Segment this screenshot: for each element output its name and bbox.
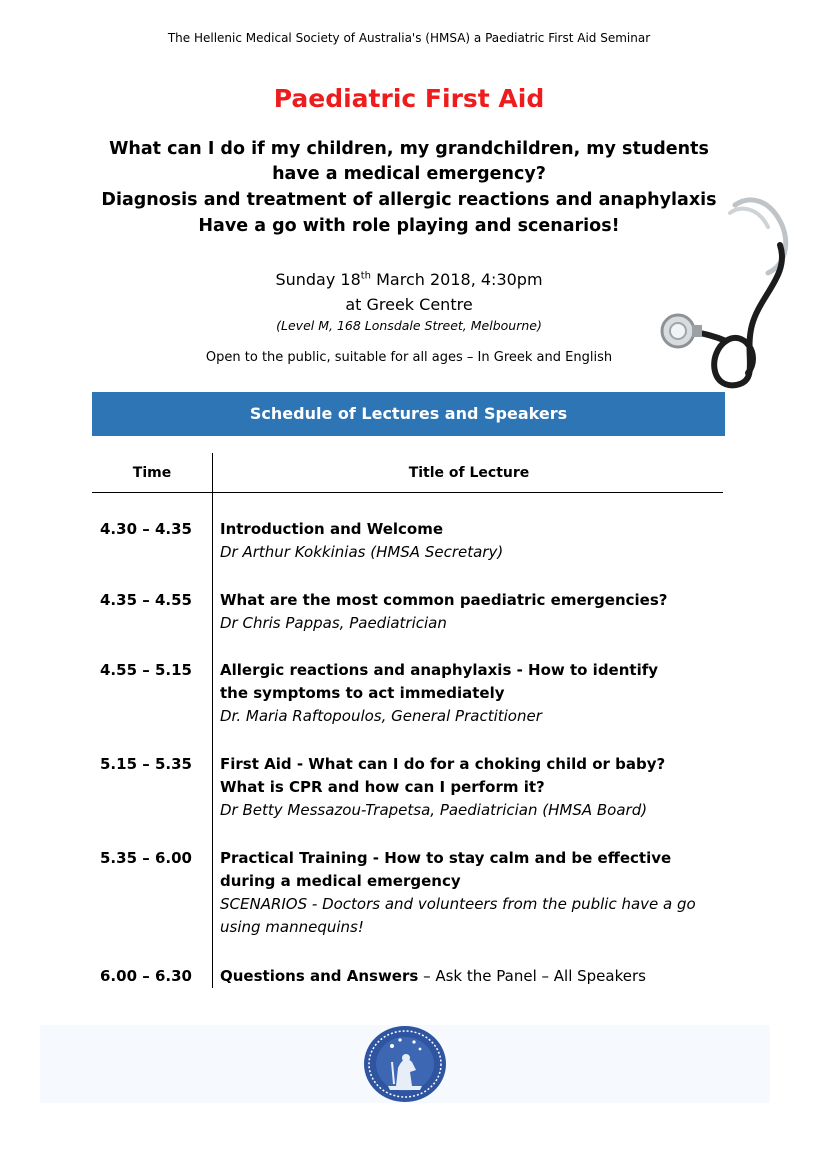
subheading-3: Have a go with role playing and scenarios! [198, 216, 620, 236]
top-line: The Hellenic Medical Society of Australia's (HMSA) a Paediatric First Aid Seminar [167, 31, 651, 45]
event-address: (Level M, 168 Lonsdale Street, Melbourne) [276, 318, 542, 333]
schedule-banner: Schedule of Lectures and Speakers [92, 392, 725, 436]
lecture-title: Introduction and Welcome [220, 520, 444, 538]
lecture-speaker: SCENARIOS - Doctors and volunteers from the public have a go using mannequins! [220, 895, 696, 936]
lecture-speaker: Dr Chris Pappas, Paediatrician [220, 614, 447, 632]
lecture-speaker: Dr Arthur Kokkinias (HMSA Secretary) [220, 543, 504, 561]
lecture-speaker: Dr. Maria Raftopoulos, General Practitioner [220, 707, 542, 725]
lecture-title: What are the most common paediatric emergencies? [220, 591, 668, 609]
stethoscope-image [640, 185, 810, 395]
hmsa-seal-logo [362, 1024, 448, 1104]
lecture-line [220, 965, 740, 988]
header-divider [92, 492, 723, 493]
row-time: 5.15 – 5.35 [100, 755, 192, 773]
row-time: 4.55 – 5.15 [100, 661, 192, 679]
row-time: 6.00 – 6.30 [100, 967, 192, 985]
row-time: 4.30 – 4.35 [100, 520, 192, 538]
lecture-title-line-2: What is CPR and how can I perform it? [220, 778, 545, 796]
event-audience: Open to the public, suitable for all ages – In Greek and English [205, 350, 613, 365]
event-date: Sunday 18th March 2018, 4:30pm [275, 270, 543, 289]
column-header-time: Time [132, 465, 172, 481]
lecture-title: First Aid - What can I do for a choking child or baby? [220, 755, 666, 773]
lecture-title: Practical Training - How to stay calm and be effective during a medical emergency [220, 849, 672, 890]
column-divider [212, 453, 213, 988]
row-time: 5.35 – 6.00 [100, 849, 192, 867]
subheading-1: What can I do if my children, my grandchildren, my students have a medical emergency? [109, 139, 709, 184]
lecture-speaker: Dr Betty Messazou-Trapetsa, Paediatrician (HMSA Board) [220, 801, 648, 819]
event-venue: at Greek Centre [345, 295, 473, 314]
row-time: 4.35 – 4.55 [100, 591, 192, 609]
lecture-title: Allergic reactions and anaphylaxis - How to identify the symptoms to act immediately [220, 661, 659, 702]
lecture-title: Questions and Answers [220, 967, 419, 985]
column-header-title: Title of Lecture [408, 465, 530, 481]
lecture-detail: – Ask the Panel – All Speakers [418, 967, 646, 985]
subheading-2: Diagnosis and treatment of allergic reactions and anaphylaxis [101, 190, 717, 210]
page-title: Paediatric First Aid [273, 84, 545, 113]
